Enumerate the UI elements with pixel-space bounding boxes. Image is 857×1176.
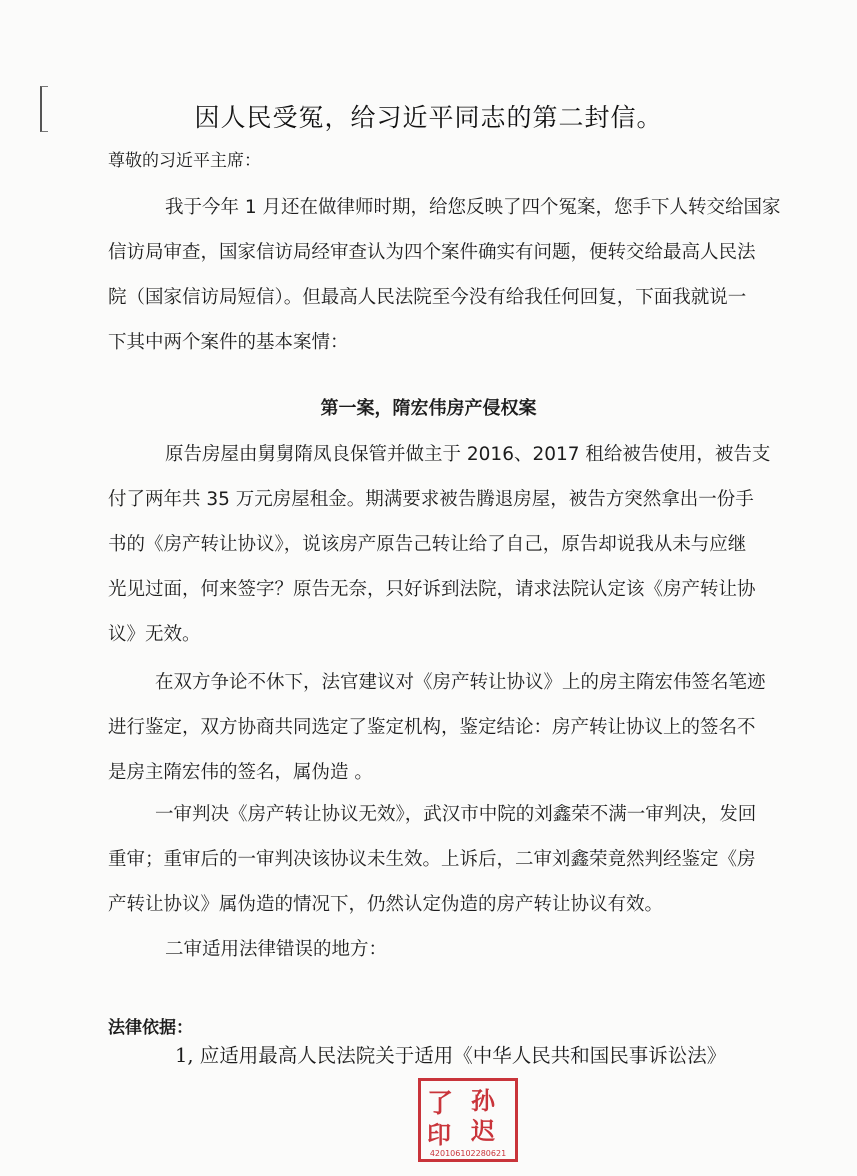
- legal-basis-label: 法律依据：: [108, 1018, 193, 1038]
- paragraph-line: 一审判决《房产转让协议无效》，武汉市中院的刘鑫荣不满一审判决，发回: [155, 804, 757, 825]
- intro-line: 下其中两个案件的基本案情：: [108, 332, 349, 353]
- intro-line: 我于今年 1 月还在做律师时期，给您反映了四个冤案，您手下人转交给国家: [165, 197, 781, 218]
- intro-line: 院（国家信访局短信）。但最高人民法院至今没有给我任何回复，下面我就说一: [108, 287, 747, 308]
- paragraph-line: 二审适用法律错误的地方：: [165, 939, 388, 960]
- stamp-char: 孙: [471, 1086, 495, 1115]
- seal-stamp: [418, 1078, 518, 1162]
- paragraph-line: 是房主隋宏伟的签名，属伪造 。: [108, 762, 373, 783]
- stamp-number: 420106102280621: [429, 1149, 507, 1158]
- paragraph-line: 光见过面，何来签字？原告无奈，只好诉到法院，请求法院认定该《房产转让协: [108, 579, 756, 600]
- stamp-char: 了: [427, 1089, 454, 1119]
- case-heading: 第一案，隋宏伟房产侵权案: [320, 398, 537, 419]
- letter-title: 因人民受冤，给习近平同志的第二封信。: [194, 103, 663, 132]
- stamp-char: 迟: [471, 1116, 495, 1145]
- paragraph-line: 付了两年共 35 万元房屋租金。期满要求被告腾退房屋，被告方突然拿出一份手: [108, 489, 754, 510]
- intro-line: 信访局审查，国家信访局经审查认为四个案件确实有问题，便转交给最高人民法: [108, 242, 756, 263]
- paragraph-line: 重审；重审后的一审判决该协议未生效。上诉后，二审刘鑫荣竟然判经鉴定《房: [108, 849, 756, 870]
- paragraph-line: 议》无效。: [108, 624, 201, 645]
- paragraph-line: 原告房屋由舅舅隋凤良保管并做主于 2016、2017 租给被告使用，被告支: [165, 444, 771, 465]
- paragraph-line: 进行鉴定，双方协商共同选定了鉴定机构，鉴定结论：房产转让协议上的签名不: [108, 717, 756, 738]
- paragraph-line: 产转让协议》属伪造的情况下，仍然认定伪造的房产转让协议有效。: [108, 894, 664, 915]
- paragraph-line: 在双方争论不休下，法官建议对《房产转让协议》上的房主隋宏伟签名笔迹: [155, 672, 766, 693]
- paragraph-line: 书的《房产转让协议》，说该房产原告己转让给了自己，原告却说我从未与应继: [108, 534, 747, 555]
- stamp-char: 印: [427, 1120, 451, 1149]
- salutation: 尊敬的习近平主席：: [108, 151, 261, 171]
- legal-basis-item: 1, 应适用最高人民法院关于适用《中华人民共和国民事诉讼法》: [175, 1044, 727, 1067]
